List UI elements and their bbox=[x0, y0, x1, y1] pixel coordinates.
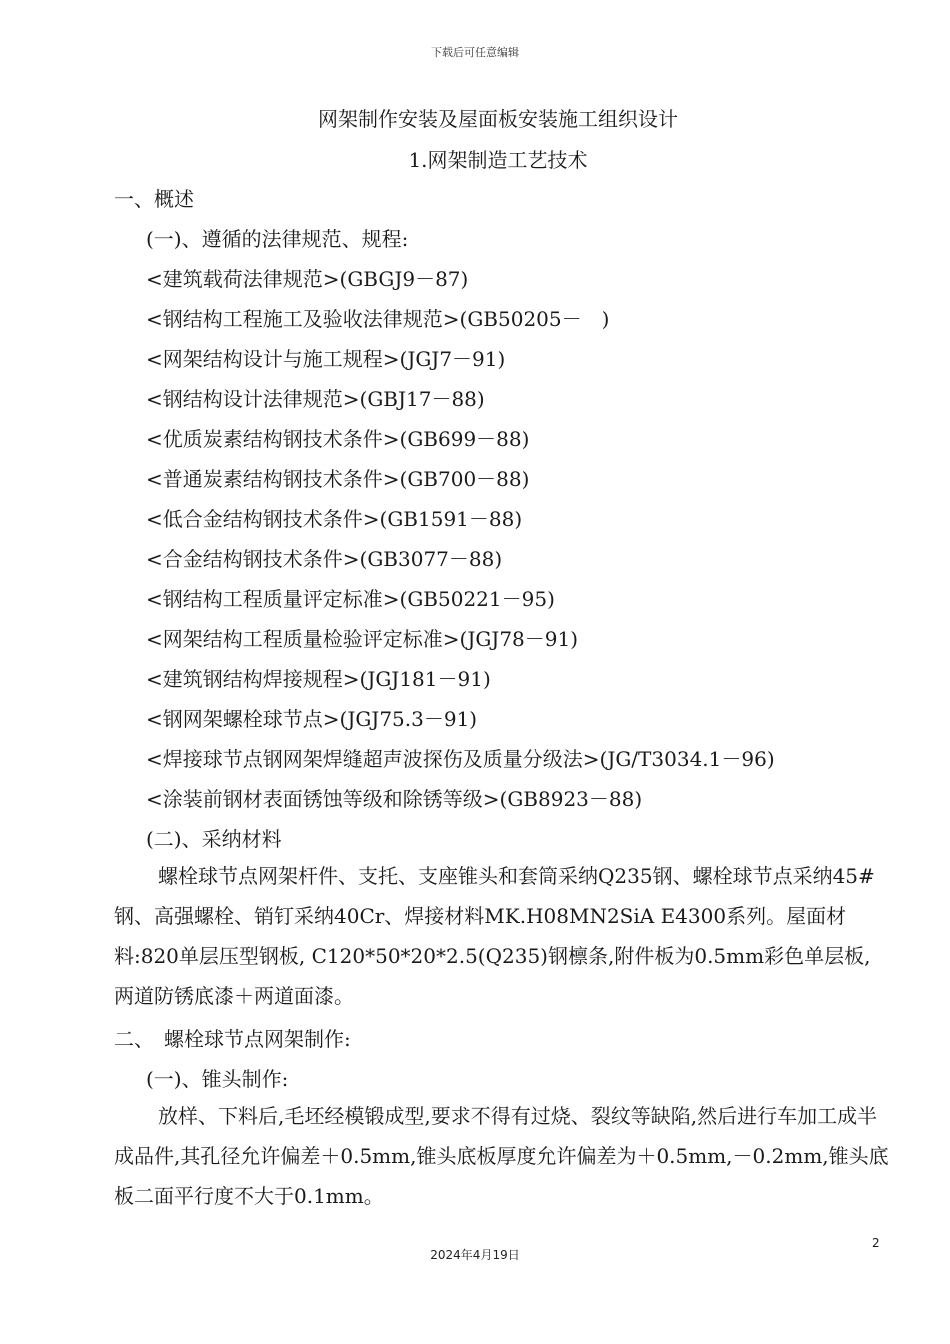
standard-item: <涂装前钢材表面锈蚀等级和除锈等级>(GB8923－88) bbox=[146, 787, 643, 811]
materials-paragraph: 螺栓球节点网架杆件、支托、支座锥头和套筒采纳Q235钢、螺栓球节点采纳45#钢、高强螺栓、销钉采纳40Cr、焊接材料MK.H08MN2SiA E4300系列。屋面材料:820单层压型钢板, C120*50*20*2.5(Q235)钢檩条,附件板为0.5mm彩色单层板,两道防锈底漆＋两道面漆。 bbox=[114, 864, 875, 1008]
subsection-heading-standards: (一)、遵循的法律规范、规程: bbox=[146, 227, 409, 251]
section-heading-overview: 一、概述 bbox=[114, 187, 194, 211]
standard-item: <钢网架螺栓球节点>(JGJ75.3－91) bbox=[146, 707, 478, 731]
standard-item: <钢结构工程质量评定标准>(GB50221－95) bbox=[146, 587, 555, 611]
standard-item: <建筑载荷法律规范>(GBGJ9－87) bbox=[146, 267, 469, 291]
standard-item: <低合金结构钢技术条件>(GB1591－88) bbox=[146, 507, 523, 531]
document-title: 网架制作安装及屋面板安装施工组织设计 bbox=[318, 107, 678, 131]
standard-item: <网架结构设计与施工规程>(JGJ7－91) bbox=[146, 347, 506, 371]
standard-item: <建筑钢结构焊接规程>(JGJ181－91) bbox=[146, 667, 491, 691]
page-header: 下载后可任意编辑 bbox=[431, 46, 519, 59]
standard-item: <合金结构钢技术条件>(GB3077－88) bbox=[146, 547, 503, 571]
standard-item: <网架结构工程质量检验评定标准>(JGJ78－91) bbox=[146, 627, 579, 651]
document-subtitle: 1.网架制造工艺技术 bbox=[408, 148, 588, 172]
standard-item: <普通炭素结构钢技术条件>(GB700－88) bbox=[146, 467, 530, 491]
cone-paragraph: 放样、下料后,毛坯经模锻成型,要求不得有过烧、裂纹等缺陷,然后进行车加工成半成品件,其孔径允许偏差＋0.5mm,锥头底板厚度允许偏差为＋0.5mm,－0.2mm,锥头底板二面平行度不大于0.1mm。 bbox=[114, 1104, 889, 1208]
subsection-heading-cone: (一)、锥头制作: bbox=[146, 1067, 289, 1091]
standard-item: <钢结构设计法律规范>(GBJ17－88) bbox=[146, 387, 485, 411]
standard-item: <钢结构工程施工及验收法律规范>(GB50205－ ) bbox=[146, 307, 610, 331]
section-heading-bolt-ball: 二、 螺栓球节点网架制作: bbox=[114, 1027, 351, 1051]
standard-item: <优质炭素结构钢技术条件>(GB699－88) bbox=[146, 427, 530, 451]
standard-item: <焊接球节点钢网架焊缝超声波探伤及质量分级法>(JG/T3034.1－96) bbox=[146, 747, 775, 771]
page-number: 2 bbox=[872, 1236, 880, 1250]
subsection-heading-materials: (二)、采纳材料 bbox=[146, 827, 282, 851]
footer-date: 2024年4月19日 bbox=[430, 1248, 520, 1262]
